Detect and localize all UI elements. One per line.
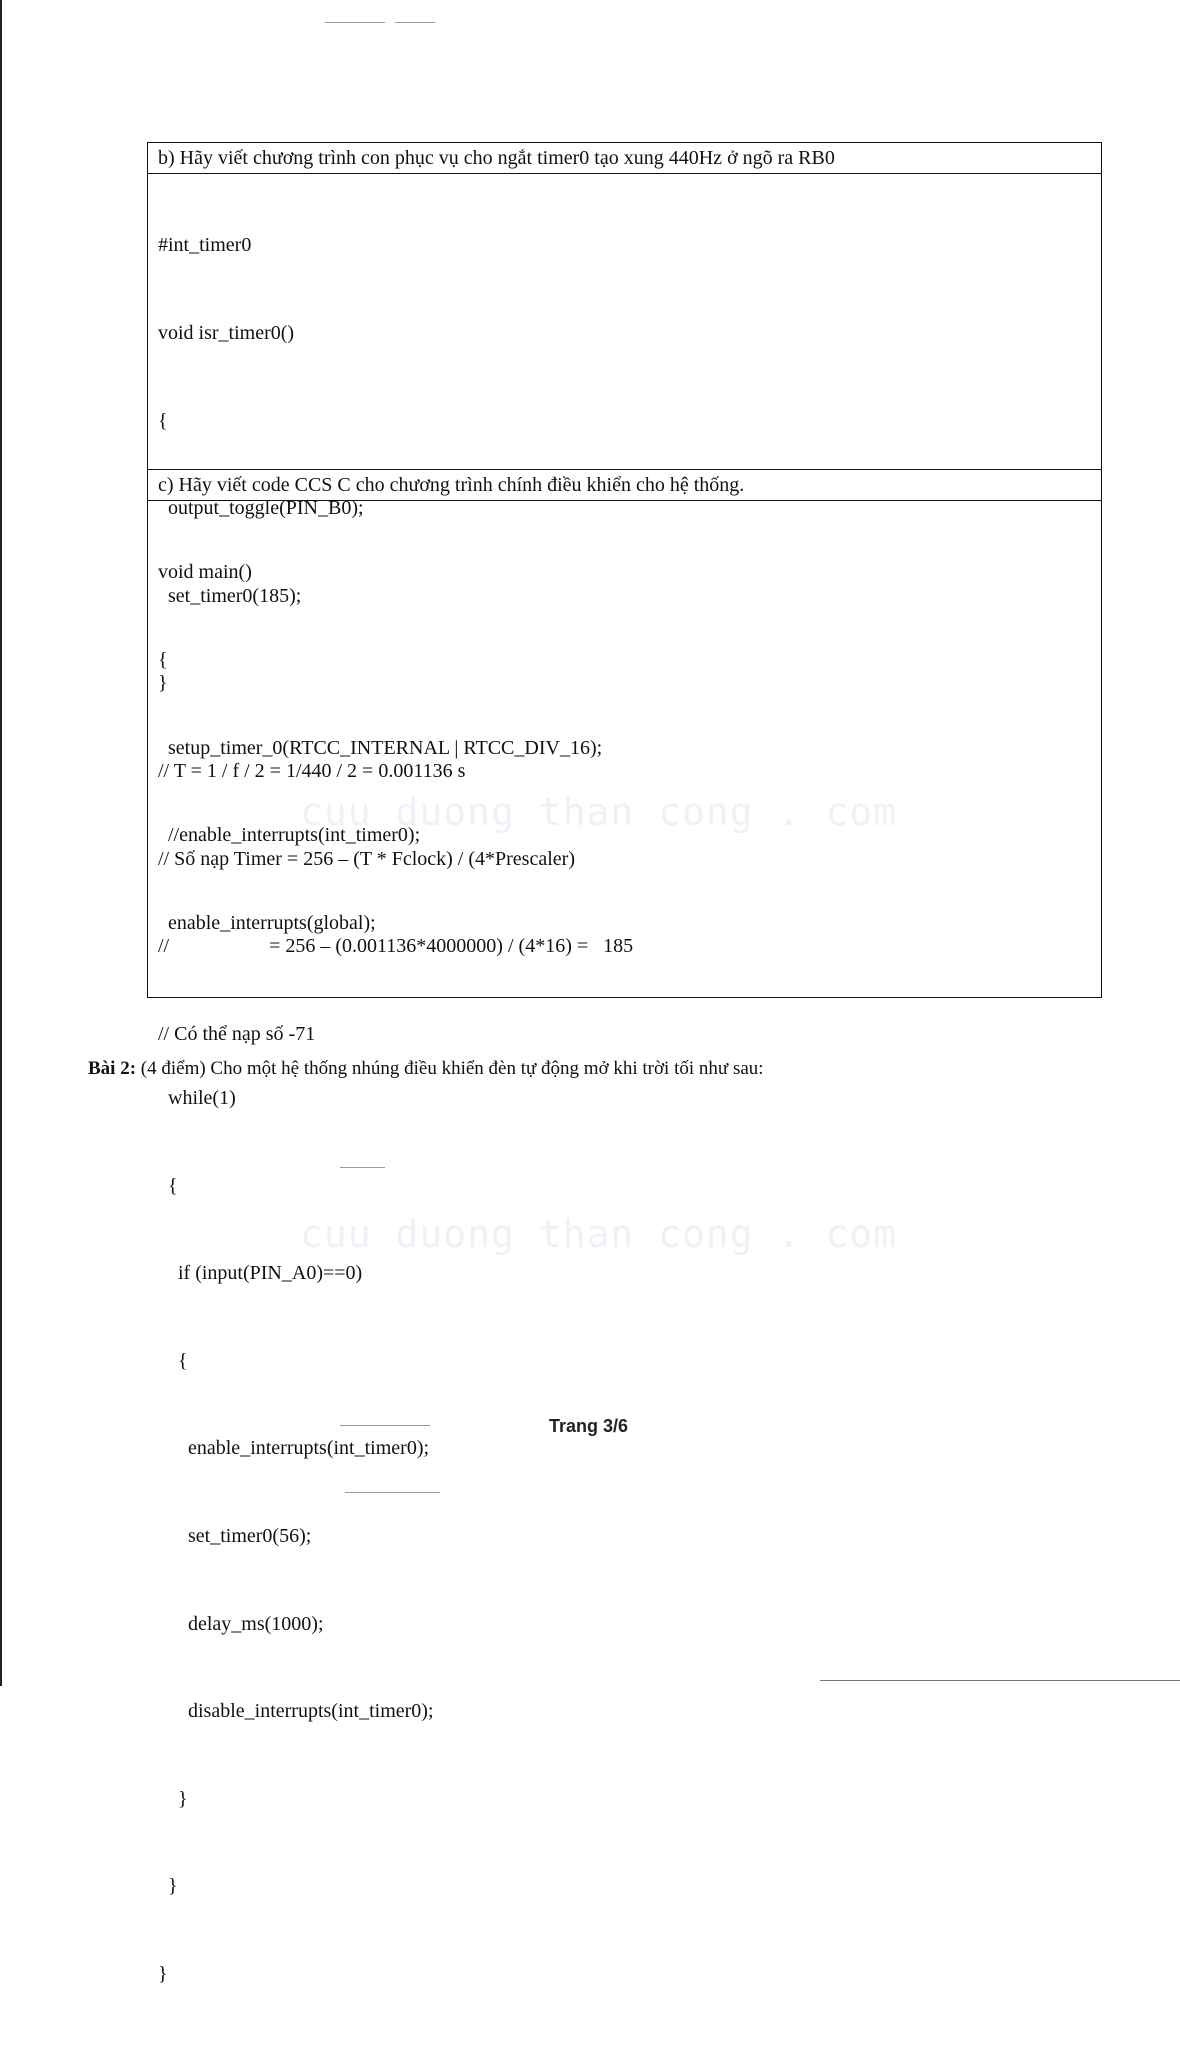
code-line: void main() bbox=[158, 561, 252, 584]
watermark: cuu duong than cong . com bbox=[300, 1212, 897, 1256]
scan-speck bbox=[345, 1492, 440, 1493]
code-line: if (input(PIN_A0)==0) bbox=[158, 1262, 363, 1285]
scan-speck bbox=[395, 22, 435, 23]
part-c-code bbox=[158, 500, 1101, 2048]
code-line: enable_interrupts(int_timer0); bbox=[158, 1437, 430, 1460]
watermark: cuu duong than cong . com bbox=[300, 790, 897, 834]
code-line: enable_interrupts(global); bbox=[158, 911, 376, 934]
code-line: // T = 1 / f / 2 = 1/440 / 2 = 0.001136 s bbox=[158, 759, 466, 782]
code-line: #int_timer0 bbox=[158, 234, 252, 257]
code-line: set_timer0(56); bbox=[158, 1524, 312, 1547]
code-line: disable_interrupts(int_timer0); bbox=[158, 1700, 434, 1723]
scan-speck bbox=[340, 1167, 385, 1168]
scan-bottom-rule bbox=[820, 1680, 1180, 1681]
code-line: } bbox=[158, 1787, 188, 1810]
code-line: { bbox=[158, 649, 168, 671]
code-line: while(1) bbox=[158, 1086, 236, 1109]
part-b-header: b) Hãy viết chương trình con phục vụ cho ngắt timer0 tạo xung 440Hz ở ngõ ra RB0 bbox=[148, 143, 1101, 174]
code-line: } bbox=[158, 1962, 168, 1985]
question-2 bbox=[88, 1058, 764, 1080]
code-line: { bbox=[158, 1349, 188, 1372]
page-number: Trang 3/6 bbox=[549, 1416, 629, 1436]
code-line bbox=[158, 996, 1101, 1025]
code-line: setup_timer_0(RTCC_INTERNAL | RTCC_DIV_16); bbox=[158, 736, 603, 759]
code-line: delay_ms(1000); bbox=[158, 1612, 324, 1635]
scan-speck bbox=[325, 22, 385, 23]
code-line: //enable_interrupts(int_timer0); bbox=[158, 824, 421, 847]
code-line: void isr_timer0() bbox=[158, 322, 295, 344]
question-text: (4 điểm) Cho một hệ thống nhúng điều khiển đèn tự động mở khi trời tối như sau: bbox=[136, 1058, 764, 1079]
code-line: // Số nạp Timer = 256 – (T * Fclock) / (4*Prescaler) bbox=[158, 847, 575, 870]
code-line: output_toggle(PIN_B0); bbox=[158, 497, 364, 520]
code-line: // Có thể nạp số -71 bbox=[158, 1022, 316, 1045]
question-label: Bài 2: bbox=[88, 1058, 137, 1079]
code-line: set_timer0(185); bbox=[158, 584, 302, 607]
scan-speck bbox=[340, 1425, 430, 1426]
part-c-header: c) Hãy viết code CCS C cho chương trình chính điều khiển cho hệ thống. bbox=[148, 469, 1101, 501]
code-line: { bbox=[158, 409, 168, 432]
code-line: } bbox=[158, 672, 168, 695]
scan-edge bbox=[0, 0, 2, 1686]
code-line: } bbox=[158, 1875, 178, 1898]
code-line: { bbox=[158, 1174, 178, 1197]
code-line: // = 256 – (0.001136*4000000) / (4*16) = 185 bbox=[158, 935, 634, 958]
